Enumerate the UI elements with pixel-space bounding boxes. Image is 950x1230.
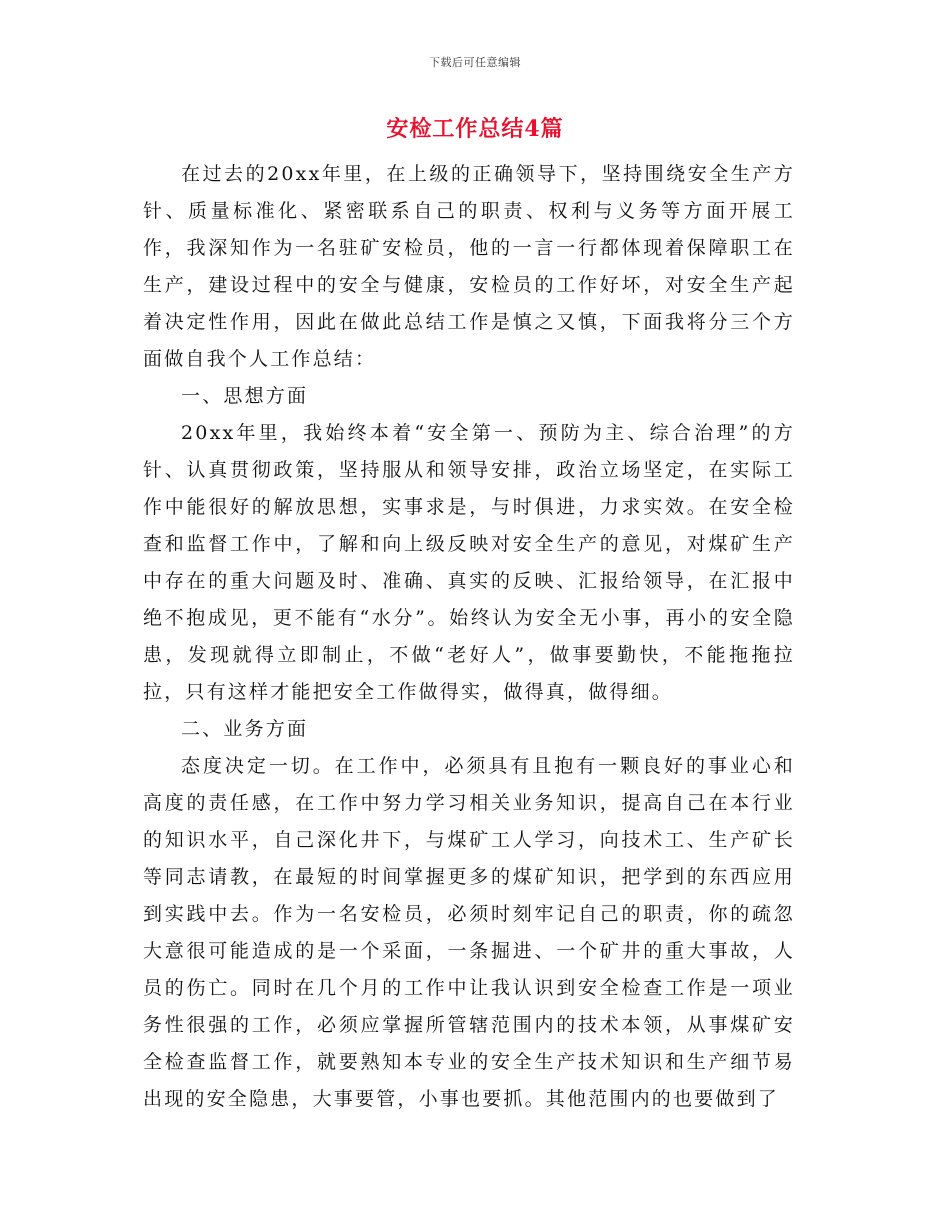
paragraph-thought: 20xx年里，我始终本着“安全第一、预防为主、综合治理”的方针、认真贯彻政策，坚持服从和领导安排，政治立场坚定，在实际工作中能很好的解放思想，实事求是，与时俱进，力求实效。在安全检查和监督工作中，了解和向上级反映对安全生产的意见，对煤矿生产中存在的重大问题及时、准确、真实的反映、汇报给领导，在汇报中绝不抱成见，更不能有“水分”。始终认为安全无小事，再小的安全隐患，发现就得立即制止，不做“老好人”，做事要勤快，不能拖拖拉拉，只有这样才能把安全工作做得实，做得真，做得细。 <box>143 422 795 703</box>
paragraph-business: 态度决定一切。在工作中，必须具有且抱有一颗良好的事业心和高度的责任感，在工作中努力学习相关业务知识，提高自己在本行业的知识水平，自己深化井下，与煤矿工人学习，向技术工、生产矿长等同志请教，在最短的时间掌握更多的煤矿知识，把学到的东西应用到实践中去。作为一名安检员，必须时刻牢记自己的职责，你的疏忽大意很可能造成的是一个采面，一条掘进、一个矿井的重大事故，人员的伤亡。同时在几个月的工作中让我认识到安全检查工作是一项业务性很强的工作，必须应掌握所管辖范围内的技术本领，从事煤矿安全检查监督工作，就要熟知本专业的安全生产技术知识和生产细节易出现的安全隐患，大事要管，小事也要抓。其他范围内的也要做到了 <box>143 755 795 1110</box>
document-title: 安检工作总结4篇 <box>386 116 564 142</box>
section-heading-thought: 一、思想方面 <box>181 385 309 407</box>
paragraph-intro: 在过去的20xx年里，在上级的正确领导下，坚持围绕安全生产方针、质量标准化、紧密联系自己的职责、权利与义务等方面开展工作，我深知作为一名驻矿安检员，他的一言一行都体现着保障职工在生产，建设过程中的安全与健康，安检员的工作好坏，对安全生产起着决定性作用，因此在做此总结工作是慎之又慎，下面我将分三个方面做自我个人工作总结： <box>143 163 795 370</box>
document-body <box>143 156 795 1118</box>
section-heading-business: 二、业务方面 <box>181 718 309 740</box>
header-note: 下载后可任意编辑 <box>429 56 521 69</box>
